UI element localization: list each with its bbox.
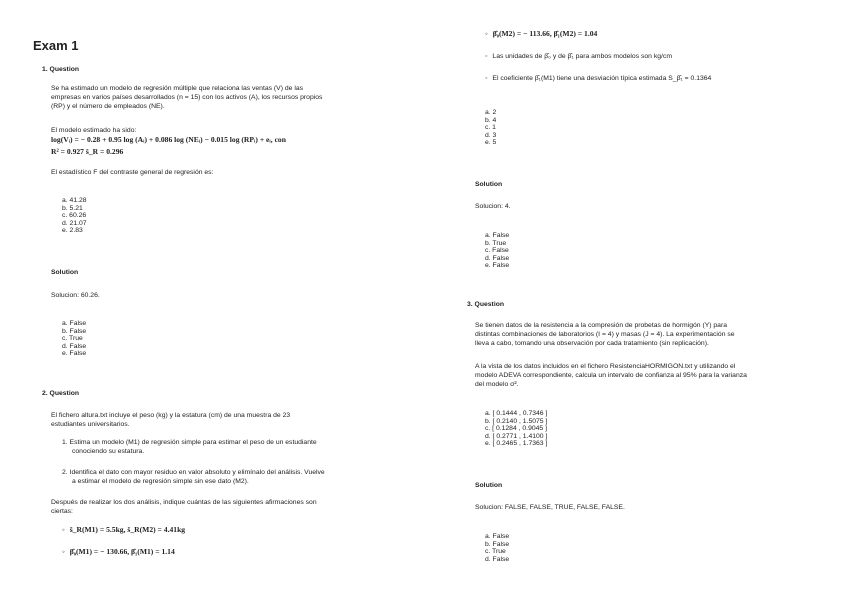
q2-heading: 2. Question [42,390,80,397]
answer-item: c. False [485,247,509,255]
q1-heading: 1. Question [42,66,80,73]
q3-solution-heading: Solution [475,482,503,489]
q2-statement-3: ◦ β̂₀(M2) = − 113.66, β̂₁(M2) = 1.04 [485,29,597,38]
q3-options [485,410,547,448]
answer-item: a. False [485,533,510,540]
answer-item: b. True [485,239,507,247]
answer-item: d. False [485,555,510,563]
option-item[interactable]: d. [ 0.2771 , 1.4100 ] [485,432,548,440]
option-item[interactable]: e. 5 [485,139,497,147]
q2-step-1-line-1: 1. Estima un modelo (M1) de regresión simple para estimar el peso de un estudiante [62,439,317,446]
q1-options [62,197,87,235]
answer-item: b. False [485,540,510,548]
answer-item: c. True [485,548,506,556]
q1-text-line-2: empresas en varios países desarrollados (n = 15) con los activos (A), los recursos propios [51,94,323,101]
q3-prompt-line-3: del modelo σ². [475,381,519,388]
q2-prompt-line-2: ciertas: [51,508,73,515]
answer-item: e. False [62,350,87,358]
q2-text-line-2: estudiantes universitarios. [51,421,130,428]
q1-equation: log(Vᵢ) = − 0.28 + 0.95 log (Aᵢ) + 0.086 log (NEᵢ) − 0.015 log (RPᵢ) + eᵢ, con [51,135,286,144]
q2-solution-text: Solucion: 4. [475,203,511,210]
q2-step-2-line-1: 2. Identifica el dato con mayor residuo en valor absoluto y elimínalo del análisis. Vuelve [62,469,325,476]
q1-text-line-3: (RP) y el número de empleados (NE). [51,103,165,110]
option-item[interactable]: b. [ 0.2140 , 1.5075 ] [485,417,548,425]
q2-answers [485,232,509,270]
q2-statement-5: ◦ El coeficiente β̂₁(M1) tiene una desviación típica estimada S_β̂₁ = 0.1364 [485,74,711,83]
option-item[interactable]: c. 1 [485,124,496,132]
q3-solution-text: Solucion: FALSE, FALSE, TRUE, FALSE, FALSE. [475,504,625,511]
option-item[interactable]: c. 60.26 [62,212,87,220]
option-item[interactable]: b. 4 [485,116,497,124]
option-item[interactable]: a. 2 [485,109,497,116]
q3-heading: 3. Question [467,301,505,308]
answer-item: a. False [62,320,87,327]
answer-item: c. True [62,335,83,343]
answer-item: b. False [62,327,87,335]
q1-solution-text: Solucion: 60.26. [51,292,100,299]
q1-answers [62,320,86,358]
answer-item: d. False [62,342,87,350]
q2-statement-4: ◦ Las unidades de β̂₀ y de β̂₁ para ambos modelos son kg/cm [485,52,672,61]
q2-solution-heading: Solution [475,181,503,188]
q1-solution-heading: Solution [51,269,79,276]
option-item[interactable]: d. 21.07 [62,219,87,227]
q1-prompt: El estadístico F del contraste general de regresión es: [51,169,214,176]
q3-prompt-line-1: A la vista de los datos incluidos en el fichero ResistenciaHORMIGON.txt y utilizando el [475,363,736,370]
option-item[interactable]: a. [ 0.1444 , 0.7346 ] [485,410,548,417]
answer-item: a. False [485,232,510,239]
q3-answers [485,533,509,563]
answer-item: d. False [485,254,510,262]
option-item[interactable]: b. 5.21 [62,204,83,212]
q3-text-line-2: distintas combinaciones de laboratorios (I = 4) y masas (J = 4). La experimentación se [475,331,735,338]
q1-fit-stats: R² = 0.927 ŝ_R = 0.296 [51,147,124,156]
q3-text-line-3: lleva a cabo, tomando una observación por cada tratamiento (sin replicación). [475,340,709,347]
option-item[interactable]: e. [ 0.2465 , 1.7363 ] [485,440,548,448]
q2-step-2-line-2: a estimar el modelo de regresión simple sin ese dato (M2). [72,478,249,485]
q2-step-1-line-2: conociendo su estatura. [72,448,145,455]
q2-text-line-1: El fichero altura.txt incluye el peso (kg) y la estatura (cm) de una muestra de 23 [51,412,291,419]
q2-options [485,109,496,147]
q1-model-intro: El modelo estimado ha sido: [51,127,137,134]
q2-statement-2: ◦ β̂₀(M1) = − 130.66, β̂₁(M1) = 1.14 [62,547,175,556]
option-item[interactable]: d. 3 [485,131,497,139]
option-item[interactable]: c. [ 0.1284 , 0.9045 ] [485,425,547,433]
q2-statement-1: ◦ ŝ_R(M1) = 5.5kg, ŝ_R(M2) = 4.41kg [62,525,185,534]
answer-item: e. False [485,262,510,270]
q1-text-line-1: Se ha estimado un modelo de regresión múltiple que relaciona las ventas (V) de las [51,85,304,92]
q2-prompt-line-1: Después de realizar los dos análisis, indique cuántas de las siguientes afirmaciones son [51,499,317,506]
option-item[interactable]: a. 41.28 [62,197,87,204]
exam-title: Exam 1 [33,38,79,53]
q3-prompt-line-2: modelo ADEVA correspondiente, calcula un intervalo de confianza al 95% para la varianza [475,372,747,379]
q3-text-line-1: Se tienen datos de la resistencia a la compresión de probetas de hormigón (Y) para [475,322,728,329]
option-item[interactable]: e. 2.83 [62,227,83,235]
